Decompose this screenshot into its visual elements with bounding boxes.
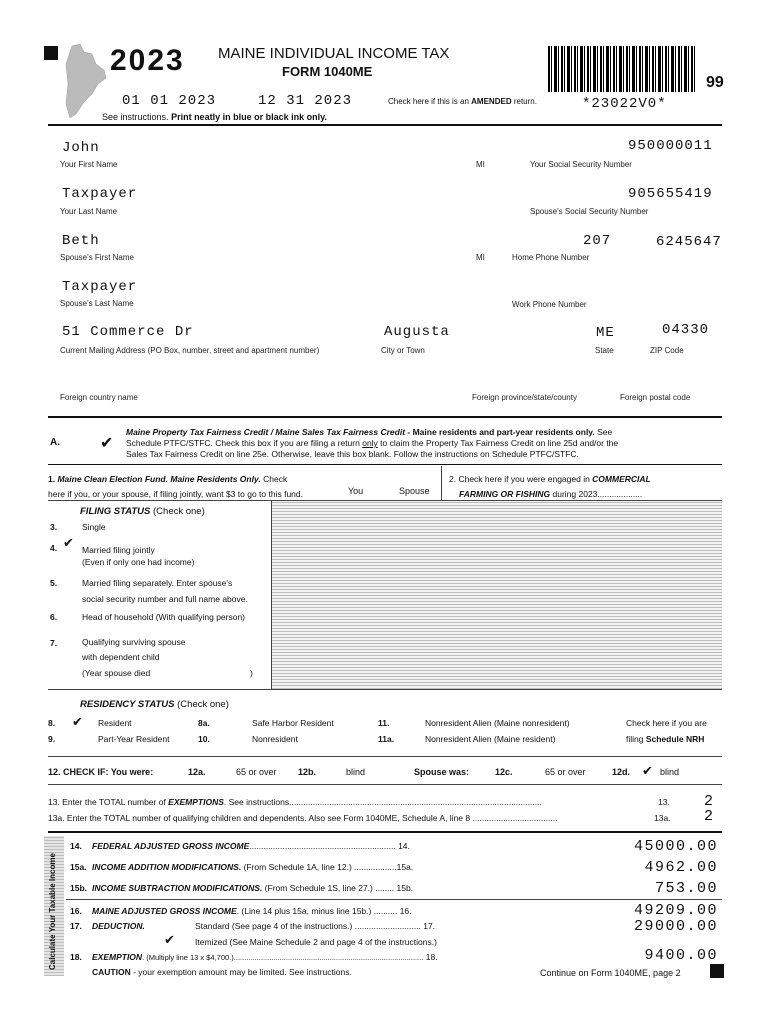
spouse-first-name-field[interactable]: Beth (62, 233, 100, 249)
line14-text (92, 841, 410, 851)
instructions-bold: Print neatly in blue or black ink only. (171, 112, 327, 122)
line18-amount[interactable]: 9400.00 (644, 947, 718, 964)
fs5-sub: social security number and full name above. (82, 594, 248, 604)
caution-label: CAUTION (92, 967, 131, 977)
line2-farming: FARMING OR FISHING (459, 489, 551, 499)
foreign-province-label: Foreign province/state/county (472, 393, 577, 402)
line1-num: 1. (48, 474, 56, 484)
line15b-amount[interactable]: 753.00 (654, 880, 718, 897)
line15a-num: 15a. (70, 862, 87, 872)
line14-title: FEDERAL ADJUSTED GROSS INCOME (92, 841, 250, 851)
line15a-text (92, 862, 413, 872)
line-a-see: See (594, 427, 613, 437)
state-label: State (595, 346, 614, 355)
r11-num: 11. (378, 718, 390, 728)
fs4-checkbox[interactable]: ✔ (63, 535, 74, 550)
last-name-field[interactable]: Taxpayer (62, 186, 138, 202)
line1-spouse-checkbox[interactable]: Spouse (399, 486, 430, 496)
line15a-ref: 15a. (396, 862, 414, 872)
line12-bottom-rule (48, 784, 722, 785)
line-a-text3: Schedule PTFC/STFC. Check this box if you are filing a return (126, 438, 363, 448)
home-phone-label: Home Phone Number (512, 253, 590, 262)
residency-title-text: RESIDENCY STATUS (80, 699, 175, 710)
line17-standard-option[interactable] (195, 921, 435, 931)
form-title: MAINE INDIVIDUAL INCOME TAX (218, 45, 450, 62)
work-phone-label: Work Phone Number (512, 300, 587, 309)
foreign-postal-label: Foreign postal code (620, 393, 691, 402)
r11-nra-nonresident-option[interactable]: Nonresident Alien (Maine nonresident) (425, 718, 570, 728)
line1-text2: here if you, or your spouse, if filing jointly, want $3 to go to this fund. (48, 489, 303, 499)
fs6-num: 6. (50, 612, 58, 622)
line14-rest: .............................................................. (249, 841, 396, 851)
line2-text-post: during 2023................... (550, 489, 643, 499)
corner-mark (44, 46, 58, 60)
line15a-title: INCOME ADDITION MODIFICATIONS. (92, 862, 242, 872)
spouse-ssn-label: Spouse's Social Security Number (530, 207, 649, 216)
form-subtitle: FORM 1040ME (282, 64, 373, 79)
line16-ref: 16. (399, 906, 412, 916)
line1-title: Maine Clean Election Fund. (57, 474, 168, 484)
line12-label: 12. CHECK IF: You were: (48, 767, 154, 777)
fs7-year-label: (Year spouse died (82, 668, 151, 678)
r8a-num: 8a. (198, 718, 210, 728)
line-a-label: A. (50, 437, 60, 448)
line13-value[interactable]: 2 (704, 793, 714, 810)
line-a-checkbox[interactable]: ✔ (100, 435, 114, 452)
r8-checkbox[interactable]: ✔ (72, 714, 83, 729)
header-rule (48, 124, 722, 126)
spouse-mi-label: MI (476, 253, 485, 262)
line17-itemized-option[interactable]: Itemized (See Maine Schedule 2 and page 4 of the instructions.) (195, 937, 437, 947)
r11a-nra-resident-option[interactable]: Nonresident Alien (Maine resident) (425, 734, 556, 744)
filing-status-hatch (272, 501, 722, 689)
spouse-ssn-field[interactable]: 905655419 (628, 186, 713, 202)
nrh-line1: Check here if you are (626, 718, 707, 728)
period-end[interactable]: 12 31 2023 (258, 93, 353, 109)
line1-check-word: Check (260, 474, 288, 484)
line12d-blind-option[interactable]: blind (660, 767, 680, 777)
line15a-rest: (From Schedule 1A, line 12.) .................. (241, 862, 397, 872)
line14-num: 14. (70, 841, 82, 851)
filing-status-title-text: FILING STATUS (80, 506, 151, 517)
line18-num: 18. (70, 952, 82, 962)
ssn-field[interactable]: 950000011 (628, 138, 713, 154)
line13-bold: EXEMPTIONS (168, 797, 224, 807)
line16-text (92, 906, 412, 916)
line17-rest: Standard (See page 4 of the instructions.) ............................ (195, 921, 421, 931)
amended-label-text: Check here if this is an (388, 97, 472, 106)
nrh-line2: filing (626, 734, 646, 744)
line12c-over65-option[interactable]: 65 or over (545, 767, 586, 777)
fs7-sub: with dependent child (82, 652, 160, 662)
line12c-num: 12c. (495, 767, 513, 777)
fs7-year-paren: ) (250, 668, 253, 678)
state-field[interactable]: ME (596, 325, 615, 341)
barcode-text: *23022V0* (582, 96, 667, 112)
spouse-first-name-label: Spouse's First Name (60, 253, 134, 262)
line14-amount[interactable]: 45000.00 (633, 838, 718, 855)
line17-itemized-checkbox[interactable]: ✔ (164, 932, 175, 947)
filing-status-title (80, 506, 205, 517)
r9-num: 9. (48, 734, 56, 744)
last-name-label: Your Last Name (60, 207, 118, 216)
line16-title: MAINE ADJUSTED GROSS INCOME (92, 906, 237, 916)
r11a-num: 11a. (378, 734, 395, 744)
address-label: Current Mailing Address (PO Box, number, street and apartment number) (60, 346, 320, 355)
form-year: 2023 (110, 44, 185, 77)
instructions-text: See instructions. (102, 112, 169, 122)
r10-nonresident-option[interactable]: Nonresident (252, 734, 298, 744)
first-name-label: Your First Name (60, 160, 118, 169)
sidebar-label: Calculate Your Taxable Income (48, 853, 57, 970)
line12a-num: 12a. (188, 767, 206, 777)
ssn-label: Your Social Security Number (530, 160, 632, 169)
maine-map-icon (62, 44, 108, 120)
caution-text: - your exemption amount may be limited. See instructions. (130, 967, 352, 977)
line12b-blind-option[interactable]: blind (346, 767, 366, 777)
fs4-sub: (Even if only one had income) (82, 557, 195, 567)
nrh-schedule: Schedule NRH (645, 734, 705, 744)
line13-text-pre: 13. Enter the TOTAL number of (48, 797, 169, 807)
spouse-last-name-field[interactable]: Taxpayer (62, 279, 138, 295)
first-name-field[interactable]: John (62, 140, 100, 156)
instructions-note (102, 112, 327, 122)
line18-ref: 18. (425, 952, 438, 962)
corner-mark-bottom (710, 964, 724, 978)
line12a-over65-option[interactable]: 65 or over (236, 767, 277, 777)
filing-status-bottom-rule (48, 689, 722, 690)
filing-status-divider (271, 501, 272, 689)
fs7-qss-option[interactable]: Qualifying surviving spouse (82, 637, 186, 647)
line12b-num: 12b. (298, 767, 317, 777)
line17-num: 17. (70, 921, 82, 931)
line15b-ref: 15b. (396, 883, 414, 893)
residency-bottom-rule (48, 756, 722, 757)
r8-resident-option[interactable]: Resident (98, 718, 132, 728)
caution-note (92, 967, 352, 977)
line-a-title: Maine Property Tax Fairness Credit / Maine Sales Tax Fairness Credit (126, 427, 406, 437)
fs5-married-separate-option[interactable]: Married filing separately. Enter spouse's (82, 578, 233, 588)
line13-text (48, 797, 542, 807)
line15b-title: INCOME SUBTRACTION MODIFICATIONS. (92, 883, 263, 893)
line1-divider (441, 466, 442, 500)
line18-rest: . (Multiply line 13 x $4,700.)........................................................................................... (142, 953, 424, 962)
line17-title: DEDUCTION. (92, 921, 145, 931)
line1-subtitle: Maine Residents Only. (170, 474, 261, 484)
address-field[interactable]: 51 Commerce Dr (62, 324, 194, 340)
line12d-checkbox[interactable]: ✔ (642, 763, 653, 778)
r8-num: 8. (48, 718, 56, 728)
line2-text[interactable] (449, 472, 651, 502)
r8a-safe-harbor-option[interactable]: Safe Harbor Resident (252, 718, 334, 728)
amended-label-end: return. (511, 97, 537, 106)
line-a-text5: Sales Tax Fairness Credit on line 25e. Otherwise, leave this box blank. Follow the instructions on Schedule PTFC/STFC. (126, 449, 579, 459)
zip-label: ZIP Code (650, 346, 684, 355)
fs6-head-household-option[interactable]: Head of household (With qualifying person) (82, 612, 246, 622)
zip-field[interactable]: 04330 (662, 322, 710, 338)
line16-rest: . (Line 14 plus 15a, minus line 15b.) .......... (236, 906, 400, 916)
fs4-married-joint-option[interactable]: Married filing jointly (82, 545, 155, 555)
line15a-amount[interactable]: 4962.00 (644, 859, 718, 876)
city-field[interactable]: Augusta (384, 324, 450, 340)
line18-title: EXEMPTION (92, 952, 143, 962)
city-label: City or Town (381, 346, 425, 355)
residency-sub: (Check one) (174, 699, 229, 710)
line-a-text4: to claim the Property Tax Fairness Credit on line 25d and/or the (377, 438, 619, 448)
fs7-num: 7. (50, 638, 58, 648)
r10-num: 10. (198, 734, 210, 744)
line-a-only: only (362, 438, 378, 448)
line17-ref: 17. (423, 921, 436, 931)
form-code: 99 (706, 74, 724, 91)
line1-text (48, 472, 303, 502)
filing-status-sub: (Check one) (150, 506, 205, 517)
amended-label (388, 97, 537, 106)
line13-bottom-rule (48, 831, 722, 833)
line-a-residents: - Maine residents and part-year residents only. (405, 427, 595, 437)
line12d-num: 12d. (612, 767, 631, 777)
line18-text (92, 952, 438, 962)
fs4-num: 4. (50, 543, 58, 553)
line15b-rest: (From Schedule 1S, line 27.) ........ (262, 883, 395, 893)
line-a-text (126, 427, 722, 460)
period-start[interactable]: 01 01 2023 (122, 93, 217, 109)
line15b-bottom-rule (66, 899, 722, 900)
line17-amount[interactable]: 29000.00 (633, 918, 718, 935)
line15b-text (92, 883, 413, 893)
line-a-bottom-rule (48, 464, 722, 465)
fs3-num: 3. (50, 522, 58, 532)
line2-commercial: COMMERCIAL (592, 474, 651, 484)
mi-label: MI (476, 160, 485, 169)
residency-title (80, 699, 229, 710)
foreign-country-label: Foreign country name (60, 393, 138, 402)
amended-label-bold: AMENDED (471, 97, 512, 106)
line1-you-checkbox[interactable]: You (348, 486, 364, 496)
barcode (548, 46, 696, 92)
nrh-checkbox[interactable] (626, 734, 704, 744)
fs3-single-option[interactable]: Single (82, 522, 106, 532)
fs5-num: 5. (50, 578, 58, 588)
line14-ref: 14. (398, 841, 410, 851)
spouse-was-label: Spouse was: (414, 767, 470, 777)
line15b-num: 15b. (70, 883, 88, 893)
line16-amount[interactable]: 49209.00 (633, 902, 718, 919)
line13a-value[interactable]: 2 (704, 808, 714, 825)
line2-text-pre: 2. Check here if you were engaged in (449, 474, 593, 484)
r9-part-year-option[interactable]: Part-Year Resident (98, 734, 170, 744)
home-phone-number-field[interactable]: 6245647 (656, 234, 722, 250)
line13-text-post: . See instructions........................................................................................................... (223, 797, 542, 807)
spouse-last-name-label: Spouse's Last Name (60, 299, 134, 308)
line13-ref: 13. (658, 797, 670, 807)
line16-num: 16. (70, 906, 82, 916)
line-a-top-rule (48, 416, 722, 418)
home-phone-area-field[interactable]: 207 (583, 233, 612, 249)
taxable-income-sidebar (44, 836, 64, 976)
line13a-text: 13a. Enter the TOTAL number of qualifying children and dependents. Also see Form 1040ME, Schedule A, line 8 .................................... (48, 813, 558, 823)
line13a-ref: 13a. (654, 813, 671, 823)
continue-note: Continue on Form 1040ME, page 2 (540, 968, 681, 978)
